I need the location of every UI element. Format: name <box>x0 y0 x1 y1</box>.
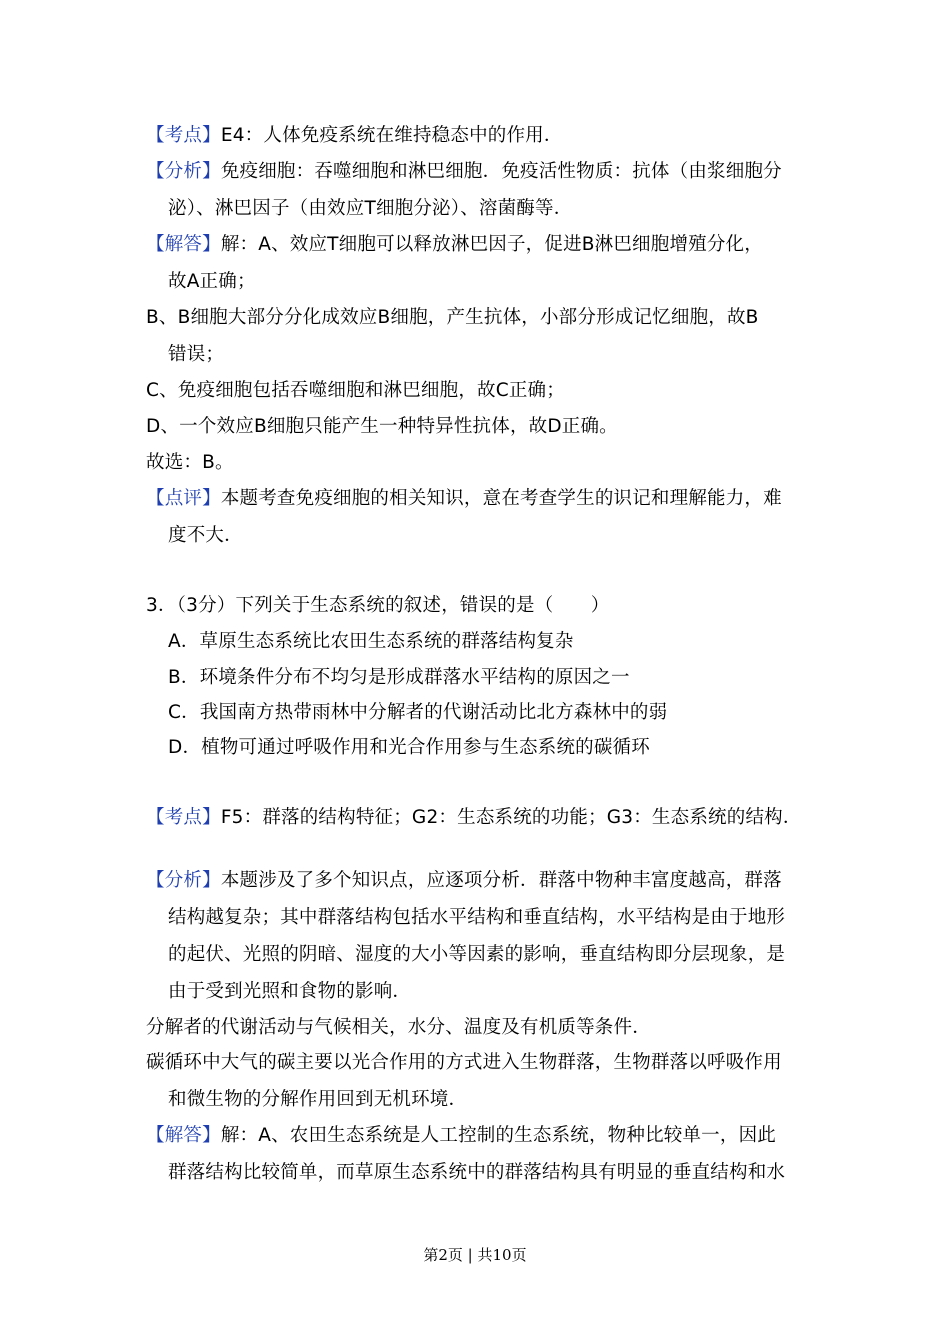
option-d-explain: D、一个效应B细胞只能产生一种特异性抗体，故D正确。 <box>146 416 618 437</box>
fenxi-block2-line-7: 和微生物的分解作用回到无机环境． <box>168 1089 468 1110</box>
kaodian-line-1 <box>146 124 563 148</box>
fenxi-tag: 【分析】 <box>146 870 221 891</box>
jieda-tag: 【解答】 <box>146 234 221 255</box>
question-3-option-a: A．草原生态系统比农田生态系统的群落结构复杂 <box>168 631 574 652</box>
jieda-tag: 【解答】 <box>146 1125 221 1146</box>
dianping-line-1 <box>146 487 782 511</box>
jieda-line-2: 故A正确； <box>168 271 256 292</box>
dianping-line-2: 度不大． <box>168 525 243 546</box>
fenxi-block2-line-6: 碳循环中大气的碳主要以光合作用的方式进入生物群落，生物群落以呼吸作用 <box>146 1052 782 1073</box>
question-3-option-c: C．我国南方热带雨林中分解者的代谢活动比北方森林中的弱 <box>168 702 668 723</box>
fenxi-text: 免疫细胞：吞噬细胞和淋巴细胞．免疫活性物质：抗体（由浆细胞分 <box>220 161 782 182</box>
option-b-explain-2: 错误； <box>168 344 225 365</box>
dianping-text: 本题考查免疫细胞的相关知识，意在考查学生的识记和理解能力，难 <box>220 488 782 509</box>
fenxi-line-1 <box>146 160 782 184</box>
question-3-option-d: D．植物可通过呼吸作用和光合作用参与生态系统的碳循环 <box>168 737 650 758</box>
option-c-explain: C、免疫细胞包括吞噬细胞和淋巴细胞，故C正确； <box>146 380 565 401</box>
fenxi-block2-line-3: 的起伏、光照的阴暗、湿度的大小等因素的影响，垂直结构即分层现象，是 <box>168 944 786 965</box>
jieda-text: 解：A、效应T细胞可以释放淋巴因子，促进B淋巴细胞增殖分化， <box>220 234 763 255</box>
jieda-block2-line-1 <box>146 1124 776 1148</box>
fenxi-block2-line-2: 结构越复杂；其中群落结构包括水平结构和垂直结构，水平结构是由于地形 <box>168 907 786 928</box>
kaodian-line-2 <box>146 806 802 830</box>
kaodian-tag: 【考点】 <box>146 125 221 146</box>
page-footer: 第2页 | 共10页 <box>423 1246 527 1264</box>
fenxi-block2-line-1 <box>146 869 782 893</box>
fenxi-tag: 【分析】 <box>146 161 221 182</box>
dianping-tag: 【点评】 <box>146 488 221 509</box>
question-3-stem: 3．（3分）下列关于生态系统的叙述，错误的是（ ） <box>146 595 610 616</box>
option-b-explain-1: B、B细胞大部分分化成效应B细胞，产生抗体，小部分形成记忆细胞，故B <box>146 307 759 328</box>
kaodian-text: F5：群落的结构特征；G2：生态系统的功能；G3：生态系统的结构． <box>220 807 802 828</box>
answer-line: 故选：B。 <box>146 452 234 473</box>
fenxi-line-2: 泌）、淋巴因子（由效应T细胞分泌）、溶菌酶等． <box>168 198 573 219</box>
kaodian-text: E4：人体免疫系统在维持稳态中的作用． <box>220 125 563 146</box>
question-3-option-b: B．环境条件分布不均匀是形成群落水平结构的原因之一 <box>168 667 630 688</box>
jieda-block2-line-2: 群落结构比较简单，而草原生态系统中的群落结构具有明显的垂直结构和水 <box>168 1162 786 1183</box>
fenxi-block2-line-4: 由于受到光照和食物的影响． <box>168 981 412 1002</box>
jieda-line-1 <box>146 233 763 257</box>
fenxi-block2-line-5: 分解者的代谢活动与气候相关，水分、温度及有机质等条件． <box>146 1017 651 1038</box>
fenxi-text: 本题涉及了多个知识点，应逐项分析．群落中物种丰富度越高，群落 <box>220 870 782 891</box>
kaodian-tag: 【考点】 <box>146 807 221 828</box>
jieda-text: 解：A、农田生态系统是人工控制的生态系统，物种比较单一，因此 <box>220 1125 776 1146</box>
